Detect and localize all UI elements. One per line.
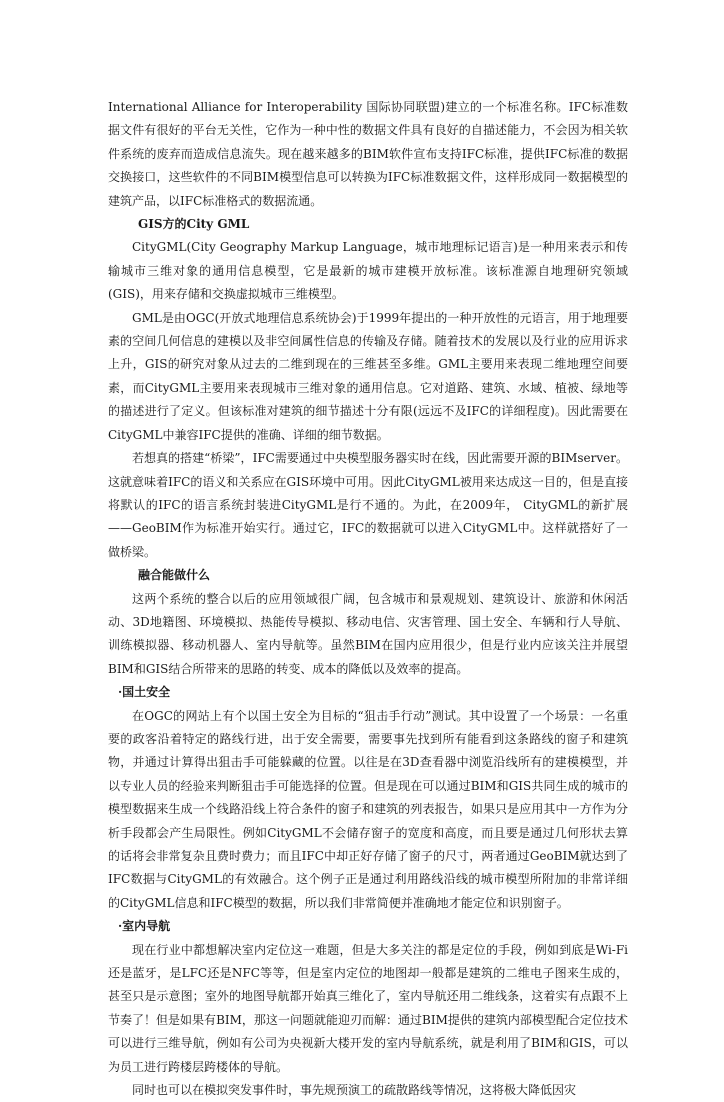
paragraph-sniper-test: 在OGC的网站上有个以国土安全为目标的“狙击手行动”测试。其中设置了一个场景：一名重要的政客沿着特定的路线行进，出于安全需要，需要事先找到所有能看到这条路线的窗子和建筑物，并通过计算得出狙击手可能躲藏的位置。以往是在3D查看器中浏览沿线所有的建模模型，并以专业人员的经验来判断狙击手可能选择的位置。但是现在可以通过BIM和GIS共同生成的城市的模型数据来生成一个线路沿线上符合条件的窗子和建筑的列表报告，如果只是应用其中一方作为分析手段都会产生局限性。例如CityGML不会储存窗子的宽度和高度，而且要是通过几何形状去算的话将会非常复杂且费时费力；而且IFC中却正好存储了窗子的尺寸，两者通过GeoBIM就达到了IFC数据与CityGML的有效融合。这个例子正是通过利用路线沿线的城市模型所附加的非常详细的CityGML信息和IFC模型的数据，所以我们非常简便并准确地才能定位和识别窗子。 [108,708,628,910]
paragraph-bridge-geobim: 若想真的搭建“桥梁”，IFC需要通过中央模型服务器实时在线，因此需要开源的BIMserver。这就意味着IFC的语义和关系应在GIS环境中可用。因此CityGML被用来达成这一目的，但是直接将默认的IFC的语言系统封装进CityGML是行不通的。为此，在2009年， CityGML的新扩展——GeoBIM作为标准开始实行。通过它，IFC的数据就可以进入CityGML中。这样就搭好了一做桥梁。 [108,451,628,559]
paragraph-emergency-simulation: 同时也可以在模拟突发事件时，事先规预演工的疏散路线等情况，这将极大降低因灾 [132,1083,577,1098]
paragraph-citygml-definition: CityGML(City Geography Markup Language，城市地理标记语言)是一种用来表示和传输城市三维对象的通用信息模型，它是最新的城市建模开放标准。该标准源自地理研究领域(GIS)，用来存储和交换虚拟城市三维模型。 [108,240,628,302]
paragraph-ifc-standard: International Alliance for Interoperability 国际协同联盟)建立的一个标准名称。IFC标准数据文件有很好的平台无关性，它作为一种中性的数据文件具有良好的自描述能力，不会因为相关软件系统的废弃而造成信息流失。现在越来越多的BIM软件宣布支持IFC标准，提供IFC标准的数据交换接口，这些软件的不同BIM模型信息可以转换为IFC标准数据文件，这样形成同一数据模型的建筑产品，以IFC标准格式的数据流通。 [108,100,628,208]
document-page [108,96,628,1102]
heading-indoor-navigation: ·室内导航 [118,919,171,934]
heading-fusion-uses: 融合能做什么 [138,568,211,583]
paragraph-application-fields: 这两个系统的整合以后的应用领域很广阔，包含城市和景观规划、建筑设计、旅游和休闲活动、3D地籍图、环境模拟、热能传导模拟、移动电信、灾害管理、国土安全、车辆和行人导航、训练模拟器、移动机器人、室内导航等。虽然BIM在国内应用很少，但是行业内应该关注并展望BIM和GIS结合所带来的思路的转变、成本的降低以及效率的提高。 [108,591,628,676]
paragraph-gml-ogc: GML是由OGC(开放式地理信息系统协会)于1999年提出的一种开放性的元语言，用于地理要素的空间几何信息的建模以及非空间属性信息的传输及存储。随着技术的发展以及行业的应用诉求上升，GIS的研究对象从过去的二维到现在的三维甚至多维。GML主要用来表现二维地理空间要素，而CityGML主要用来表现城市三维对象的通用信息。它对道路、建筑、水域、植被、绿地等的描述进行了定义。但该标准对建筑的细节描述十分有限(远远不及IFC的详细程度)。因此需要在CityGML中兼容IFC提供的准确、详细的细节数据。 [108,310,628,442]
heading-homeland-security: ·国土安全 [118,685,171,700]
heading-gis-citygml: GIS方的City GML [138,217,250,232]
paragraph-indoor-positioning: 现在行业中都想解决室内定位这一难题，但是大多关注的都是定位的手段，例如到底是Wi-Fi还是蓝牙，是LFC还是NFC等等，但是室内定位的地图却一般都是建筑的二维电子图来生成的，甚至只是示意图；室外的地图导航都开始真三维化了，室内导航还用二维线条，这着实有点跟不上节奏了！但是如果有BIM，那这一问题就能迎刃而解：通过BIM提供的建筑内部模型配合定位技术可以进行三维导航，例如有公司为央视新大楼开发的室内导航系统，就是利用了BIM和GIS，可以为员工进行跨楼层跨楼体的导航。 [108,942,628,1074]
